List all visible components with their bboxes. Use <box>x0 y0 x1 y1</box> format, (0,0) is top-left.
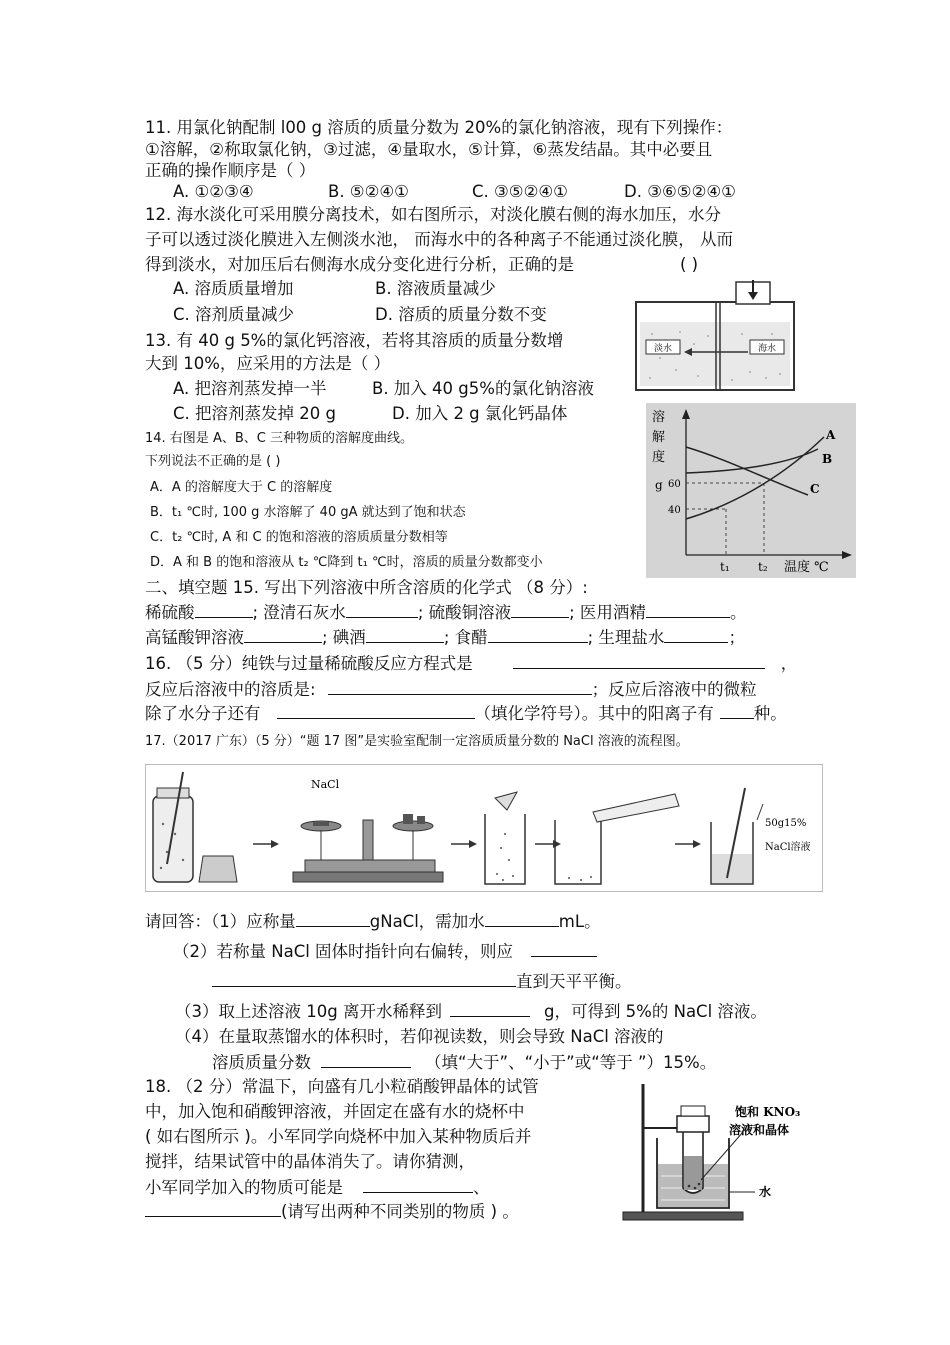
q14-option-a: A．A 的溶解度大于 C 的溶解度 <box>150 480 333 495</box>
sea-water-label: 海水 <box>757 344 777 354</box>
fresh-water-label: 淡水 <box>653 344 673 354</box>
flowchart-label-solution: NaCl溶液 <box>765 842 811 853</box>
q11-line2: ①溶解，②称取氯化钠，③过滤，④量取水，⑤计算，⑥蒸发结晶。其中必要且 <box>145 140 713 159</box>
q16-text: 反应后溶液中的溶质是: <box>145 680 316 699</box>
graph-ylabel-1: 溶 <box>652 410 666 425</box>
answer-blank[interactable] <box>366 626 444 643</box>
answer-blank[interactable] <box>328 678 592 695</box>
q16-line3 <box>145 702 787 725</box>
q17-text: gNaCl，需加水 <box>369 912 485 931</box>
q12-option-d: D. 溶质的质量分数不变 <box>375 305 547 324</box>
q17-part3 <box>175 1000 767 1023</box>
q12-line3: 得到淡水，对加压后右侧海水成分变化进行分析，正确的是 <box>145 255 574 274</box>
q18-line5 <box>145 1176 490 1199</box>
answer-blank[interactable] <box>531 940 597 957</box>
answer-blank[interactable] <box>646 601 730 618</box>
q18-fig-label-water: 水 <box>759 1185 772 1199</box>
q15-item-6: 高锰酸钾溶液 <box>145 628 244 647</box>
graph-xtick-t1: t₁ <box>720 560 730 574</box>
q17-part4-line2 <box>212 1051 716 1074</box>
q17-text: （2）若称量 NaCl 固体时指针向右偏转，则应 <box>173 942 514 961</box>
answer-blank[interactable] <box>488 626 588 643</box>
graph-ylabel-3: 度 <box>652 450 666 465</box>
q16-line2 <box>145 678 757 701</box>
q17-text: 溶质质量分数 <box>212 1053 311 1072</box>
q17-part2-line2 <box>212 970 632 993</box>
q12-option-c: C. 溶剂质量减少 <box>173 305 295 324</box>
q11-line1: 11. 用氯化钠配制 l00 g 溶质的质量分数为 20%的氯化钠溶液，现有下列操作： <box>145 118 733 137</box>
answer-blank[interactable] <box>277 702 475 719</box>
answer-blank[interactable] <box>212 970 516 987</box>
q11-option-b: B. ⑤②④① <box>328 182 409 201</box>
answer-blank[interactable] <box>363 1176 473 1193</box>
q13-option-b: B. 加入 40 g5%的氯化钠溶液 <box>372 379 594 398</box>
q15-item-1: 稀硫酸 <box>145 603 195 622</box>
q13-line2: 大到 10%，应采用的方法是（ ） <box>145 354 391 373</box>
flowchart-nacl-label: NaCl <box>311 778 340 791</box>
q16-text: 16. （5 分）纯铁与过量稀硫酸反应方程式是 <box>145 654 473 673</box>
flowchart-label-mass: 50g15% <box>765 818 807 829</box>
q15-item-9: ; 生理盐水 <box>587 628 665 647</box>
q18-line2: 中，加入饱和硝酸钾溶液，并固定在盛有水的烧杯中 <box>145 1102 525 1121</box>
graph-yunit: g <box>655 478 663 492</box>
nacl-preparation-flowchart <box>145 764 823 892</box>
q15-item-2: ; 澄清石灰水 <box>252 603 346 622</box>
q17-text: mL。 <box>558 912 601 931</box>
q18-line1: 18. （2 分）常温下，向盛有几小粒硝酸钾晶体的试管 <box>145 1077 539 1096</box>
answer-blank[interactable] <box>346 601 418 618</box>
q14-line1: 14. 右图是 A、B、C 三种物质的溶解度曲线。 <box>145 431 413 446</box>
q12-line1: 12. 海水淡化可采用膜分离技术，如右图所示，对淡化膜右侧的海水加压，水分 <box>145 205 721 224</box>
q18-fig-label-kno3: 饱和 KNO₃ <box>735 1105 801 1119</box>
q16-line1 <box>145 652 797 675</box>
q14-option-c: C．t₂ ℃时, A 和 C 的饱和溶液的溶质质量分数相等 <box>150 530 448 545</box>
answer-blank[interactable] <box>664 626 728 643</box>
q17-text: （3）取上述溶液 10g 离开水稀释到 <box>175 1002 442 1021</box>
q15-item-5: 。 <box>729 603 747 622</box>
q13-option-d: D. 加入 2 g 氯化钙晶体 <box>392 404 568 423</box>
graph-xlabel: 温度 ℃ <box>784 560 829 575</box>
q18-line6 <box>145 1200 519 1223</box>
q15-line1: 二、填空题 15. 写出下列溶液中所含溶质的化学式 （8 分）: <box>145 578 588 597</box>
q17-part1 <box>145 910 601 933</box>
curve-a <box>686 437 824 519</box>
q15-item-10: ； <box>728 628 745 647</box>
q15-item-7: ; 碘酒 <box>322 628 366 647</box>
q17-text: 请回答：（1）应称量 <box>145 912 296 931</box>
answer-blank[interactable] <box>720 702 754 719</box>
q17-text: g，可得到 5%的 NaCl 溶液。 <box>543 1002 767 1021</box>
q18-text: 小军同学加入的物质可能是 <box>145 1178 343 1197</box>
answer-blank[interactable] <box>513 652 765 669</box>
curve-c <box>686 447 808 495</box>
q18-text: 、 <box>473 1178 490 1197</box>
q14-option-d: D．A 和 B 的饱和溶液从 t₂ ℃降到 t₁ ℃时，溶质的质量分数都变小 <box>150 555 543 570</box>
test-tube-beaker-diagram <box>617 1076 847 1226</box>
q13-option-a: A. 把溶剂蒸发掉一半 <box>173 379 327 398</box>
curve-label-b: B <box>822 452 833 466</box>
q17-text: 直到天平平衡。 <box>516 972 632 991</box>
q12-option-a: A. 溶质质量增加 <box>173 279 294 298</box>
answer-blank[interactable] <box>485 910 559 927</box>
q15-item-4: ; 医用酒精 <box>569 603 646 622</box>
q15-row2 <box>145 626 745 649</box>
curve-b <box>686 449 818 473</box>
q11-option-c: C. ③⑤②④① <box>472 182 568 201</box>
q16-text: 除了水分子还有 <box>145 704 261 723</box>
curve-label-c: C <box>810 482 820 496</box>
answer-blank[interactable] <box>321 1051 411 1068</box>
q11-option-a: A. ①②③④ <box>173 182 254 201</box>
graph-ytick-60: 60 <box>668 479 681 490</box>
graph-ylabel-2: 解 <box>652 430 666 445</box>
graph-xtick-t2: t₂ <box>758 560 768 574</box>
q17-line1: 17.（2017 广东）（5 分）“题 17 图”是实验室配制一定溶质质量分数的 NaCl 溶液的流程图。 <box>145 734 689 749</box>
q17-part2-line1 <box>173 940 597 963</box>
q17-part4-line1: （4）在量取蒸馏水的体积时，若仰视读数，则会导致 NaCl 溶液的 <box>175 1027 664 1046</box>
curve-label-a: A <box>826 428 836 442</box>
answer-blank[interactable] <box>511 601 569 618</box>
q12-answer-paren: ( ) <box>680 255 699 274</box>
q16-text: ；反应后溶液中的微粒 <box>591 680 757 699</box>
q15-item-3: ; 硫酸铜溶液 <box>417 603 512 622</box>
q18-fig-label-crystal: 溶液和晶体 <box>729 1123 790 1137</box>
q16-text: 种。 <box>753 704 787 723</box>
q18-line3: ( 如右图所示 )。小军同学向烧杯中加入某种物质后并 <box>145 1127 532 1146</box>
q16-text: ， <box>780 654 798 673</box>
q12-line2: 子可以透过淡化膜进入左侧淡水池， 而海水中的各种离子不能通过淡化膜， 从而 <box>145 230 733 249</box>
q14-option-b: B．t₁ ℃时, 100 g 水溶解了 40 gA 就达到了饱和状态 <box>150 505 466 520</box>
q15-row1 <box>145 601 746 624</box>
q16-text: （填化学符号）。其中的阳离子有 <box>474 704 714 723</box>
answer-blank[interactable] <box>296 910 370 927</box>
q15-item-8: ; 食醋 <box>443 628 488 647</box>
answer-blank[interactable] <box>145 1200 281 1217</box>
answer-blank[interactable] <box>450 1000 530 1017</box>
q17-text: （填“大于”、“小于”或“等于 ”）15%。 <box>425 1053 717 1072</box>
answer-blank[interactable] <box>244 626 322 643</box>
graph-ytick-40: 40 <box>668 505 681 516</box>
q11-option-d: D. ③⑥⑤②④① <box>624 182 736 201</box>
q14-line2: 下列说法不正确的是 ( ) <box>145 454 281 469</box>
q13-option-c: C. 把溶剂蒸发掉 20 g <box>173 404 336 423</box>
q12-option-b: B. 溶液质量减少 <box>375 279 496 298</box>
membrane-diagram <box>632 278 800 396</box>
q18-text: (请写出两种不同类别的物质 ) 。 <box>281 1202 519 1221</box>
answer-blank[interactable] <box>195 601 253 618</box>
solubility-graph <box>646 403 856 578</box>
q11-line3: 正确的操作顺序是（ ） <box>145 161 316 180</box>
q18-line4: 搅拌，结果试管中的晶体消失了。请你猜测， <box>145 1152 475 1171</box>
q13-line1: 13. 有 40 g 5%的氯化钙溶液，若将其溶质的质量分数增 <box>145 331 564 350</box>
